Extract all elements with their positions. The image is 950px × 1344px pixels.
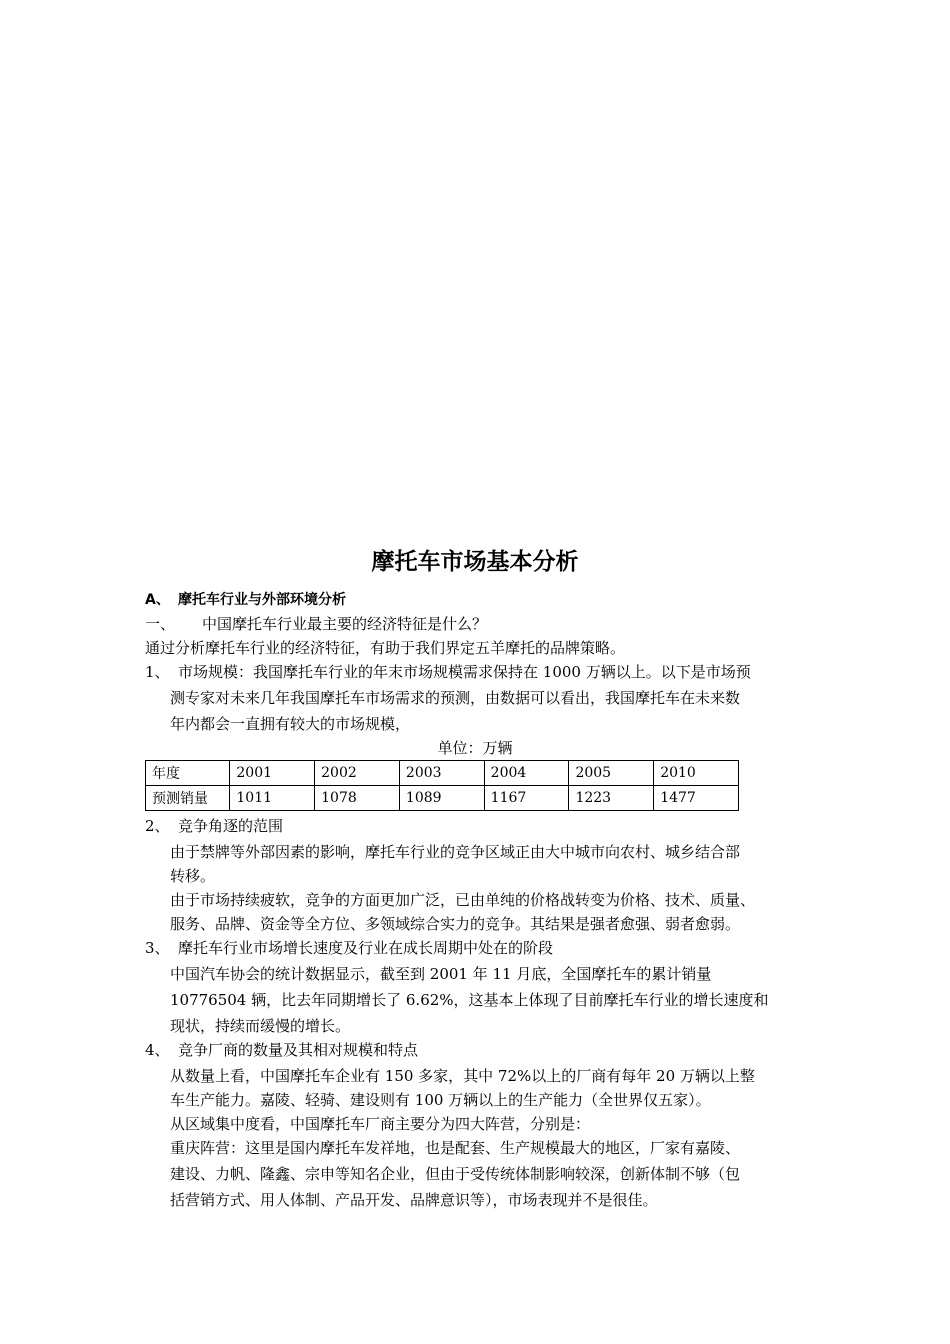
table-cell-year: 2001: [230, 761, 315, 786]
table-cell-sales: 1089: [399, 786, 484, 811]
section-a-marker: A、: [145, 592, 170, 608]
intro-paragraph: 通过分析摩托车行业的经济特征，有助于我们界定五羊摩托的品牌策略。: [145, 639, 626, 657]
item-2-heading-text: 竞争角逐的范围: [178, 817, 284, 835]
item-4-heading-text: 竞争厂商的数量及其相对规模和特点: [178, 1041, 419, 1059]
item-3-heading-text: 摩托车行业市场增长速度及行业在成长周期中处在的阶段: [178, 939, 554, 957]
table-cell-year: 2004: [484, 761, 569, 786]
item-2-p2-line-2: 服务、品牌、资金等全方位、多领域综合实力的竞争。其结果是强者愈强、弱者愈弱。: [170, 915, 741, 933]
table-cell-sales: 1223: [569, 786, 654, 811]
sales-forecast-table: [145, 760, 739, 811]
item-2-p2-line-1: 由于市场持续疲软，竞争的方面更加广泛，已由单纯的价格战转变为价格、技术、质量、: [170, 891, 756, 909]
item-3-line-3: 现状，持续而缓慢的增长。: [170, 1017, 351, 1035]
item-3-line-2: 10776504 辆，比去年同期增长了 6.62%，这基本上体现了目前摩托车行业的增长速度和: [170, 991, 769, 1009]
item-3-heading: [145, 936, 553, 960]
item-1-marker: 1、: [145, 663, 170, 681]
item-3-line-1: 中国汽车协会的统计数据显示，截至到 2001 年 11 月底，全国摩托车的累计销量: [170, 965, 712, 983]
document-title: 摩托车市场基本分析: [371, 549, 579, 575]
item-4-p1-line-1: 从数量上看，中国摩托车企业有 150 多家，其中 72%以上的厂商有每年 20 万辆以上整: [170, 1067, 755, 1085]
item-1-line-1: [145, 660, 751, 684]
table-cell-sales: 1167: [484, 786, 569, 811]
item-4-p3-line-2: 建设、力帆、隆鑫、宗申等知名企业，但由于受传统体制影响较深，创新体制不够（包: [170, 1165, 741, 1183]
table-cell-year: 2010: [654, 761, 739, 786]
item-4-p3-line-3: 括营销方式、用人体制、产品开发、品牌意识等），市场表现并不是很佳。: [170, 1191, 658, 1209]
item-2-marker: 2、: [145, 817, 170, 835]
table-cell-year: 2002: [315, 761, 400, 786]
item-3-marker: 3、: [145, 939, 170, 957]
question-one-marker: 一、: [145, 615, 176, 633]
item-4-p2: 从区域集中度看，中国摩托车厂商主要分为四大阵营，分别是：: [170, 1115, 591, 1133]
item-1-line-3: 年内都会一直拥有较大的市场规模，: [170, 715, 411, 733]
item-4-marker: 4、: [145, 1041, 170, 1059]
table-cell-sales: 1477: [654, 786, 739, 811]
row-label-year: 年度: [146, 761, 230, 786]
item-4-p3-line-1: 重庆阵营：这里是国内摩托车发祥地，也是配套、生产规模最大的地区，厂家有嘉陵、: [170, 1139, 741, 1157]
table-cell-year: 2005: [569, 761, 654, 786]
question-one: [145, 612, 487, 636]
section-a-heading: [145, 588, 346, 612]
question-one-text: 中国摩托车行业最主要的经济特征是什么？: [202, 615, 488, 633]
item-2-p1-line-2: 转移。: [170, 867, 216, 885]
row-label-sales: 预测销量: [146, 786, 230, 811]
item-1-text: 市场规模：我国摩托车行业的年末市场规模需求保持在 1000 万辆以上。以下是市场预: [178, 663, 751, 681]
table-unit-label: 单位：万辆: [437, 739, 513, 757]
item-1-line-2: 测专家对未来几年我国摩托车市场需求的预测，由数据可以看出，我国摩托车在未来数: [170, 689, 741, 707]
item-2-heading: [145, 814, 283, 838]
table-row-years: [146, 761, 739, 786]
table-cell-sales: 1011: [230, 786, 315, 811]
table-cell-year: 2003: [399, 761, 484, 786]
item-4-p1-line-2: 车生产能力。嘉陵、轻骑、建设则有 100 万辆以上的生产能力（全世界仅五家）。: [170, 1091, 711, 1109]
section-a-text: 摩托车行业与外部环境分析: [178, 592, 346, 608]
item-2-p1-line-1: 由于禁牌等外部因素的影响，摩托车行业的竞争区域正由大中城市向农村、城乡结合部: [170, 843, 741, 861]
table-cell-sales: 1078: [315, 786, 400, 811]
table-row-sales: [146, 786, 739, 811]
item-4-heading: [145, 1038, 418, 1062]
